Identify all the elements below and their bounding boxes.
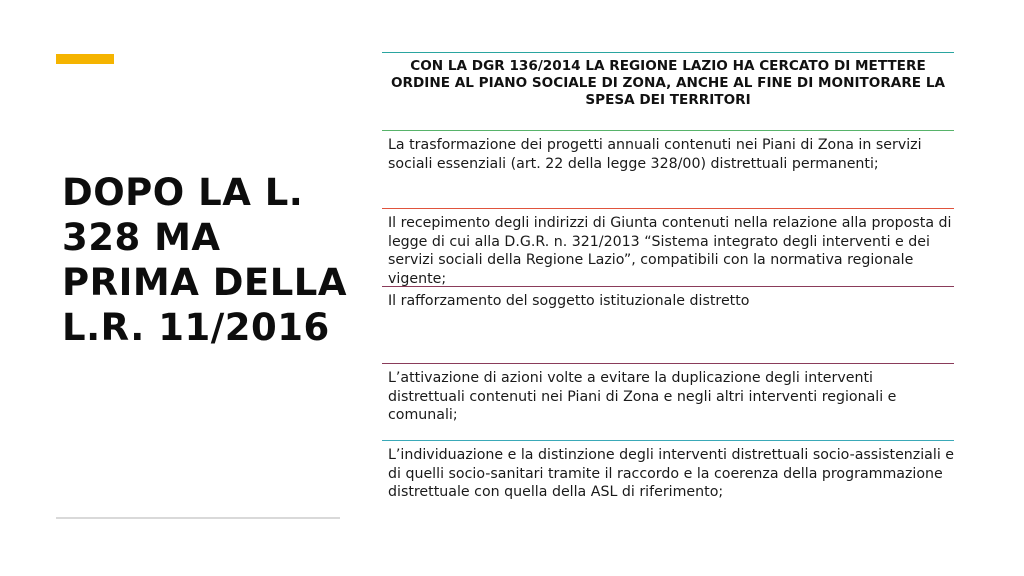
divider-line bbox=[56, 517, 340, 519]
slide-title: DOPO LA L. 328 MA PRIMA DELLA L.R. 11/2016 bbox=[62, 171, 347, 349]
list-item: L’individuazione e la distinzione degli interventi distrettuali socio-assistenziali e di quelli socio-sanitari tramite il raccordo e la coerenza della programmazione distrettuale con quella della ASL di riferimento; bbox=[382, 440, 954, 510]
accent-bar bbox=[56, 54, 114, 64]
list-item: La trasformazione dei progetti annuali contenuti nei Piani di Zona in servizi sociali essenziali (art. 22 della legge 328/00) distrettuali permanenti; bbox=[382, 130, 954, 208]
list-item: L’attivazione di azioni volte a evitare la duplicazione degli interventi distrettuali contenuti nei Piani di Zona e negli altri interventi regionali e comunali; bbox=[382, 363, 954, 440]
list-item: Il recepimento degli indirizzi di Giunta contenuti nella relazione alla proposta di legge di cui alla D.G.R. n. 321/2013 “Sistema integrato degli interventi e dei servizi sociali della Regione Lazio”, compatibili con la normativa regionale vigente; bbox=[382, 208, 954, 286]
list-header: CON LA DGR 136/2014 LA REGIONE LAZIO HA CERCATO DI METTERE ORDINE AL PIANO SOCIALE DI ZONA, ANCHE AL FINE DI MONITORARE LA SPESA DEI TERRITORI bbox=[382, 52, 954, 130]
content-list bbox=[382, 52, 954, 510]
list-item: Il rafforzamento del soggetto istituzionale distretto bbox=[382, 286, 954, 363]
